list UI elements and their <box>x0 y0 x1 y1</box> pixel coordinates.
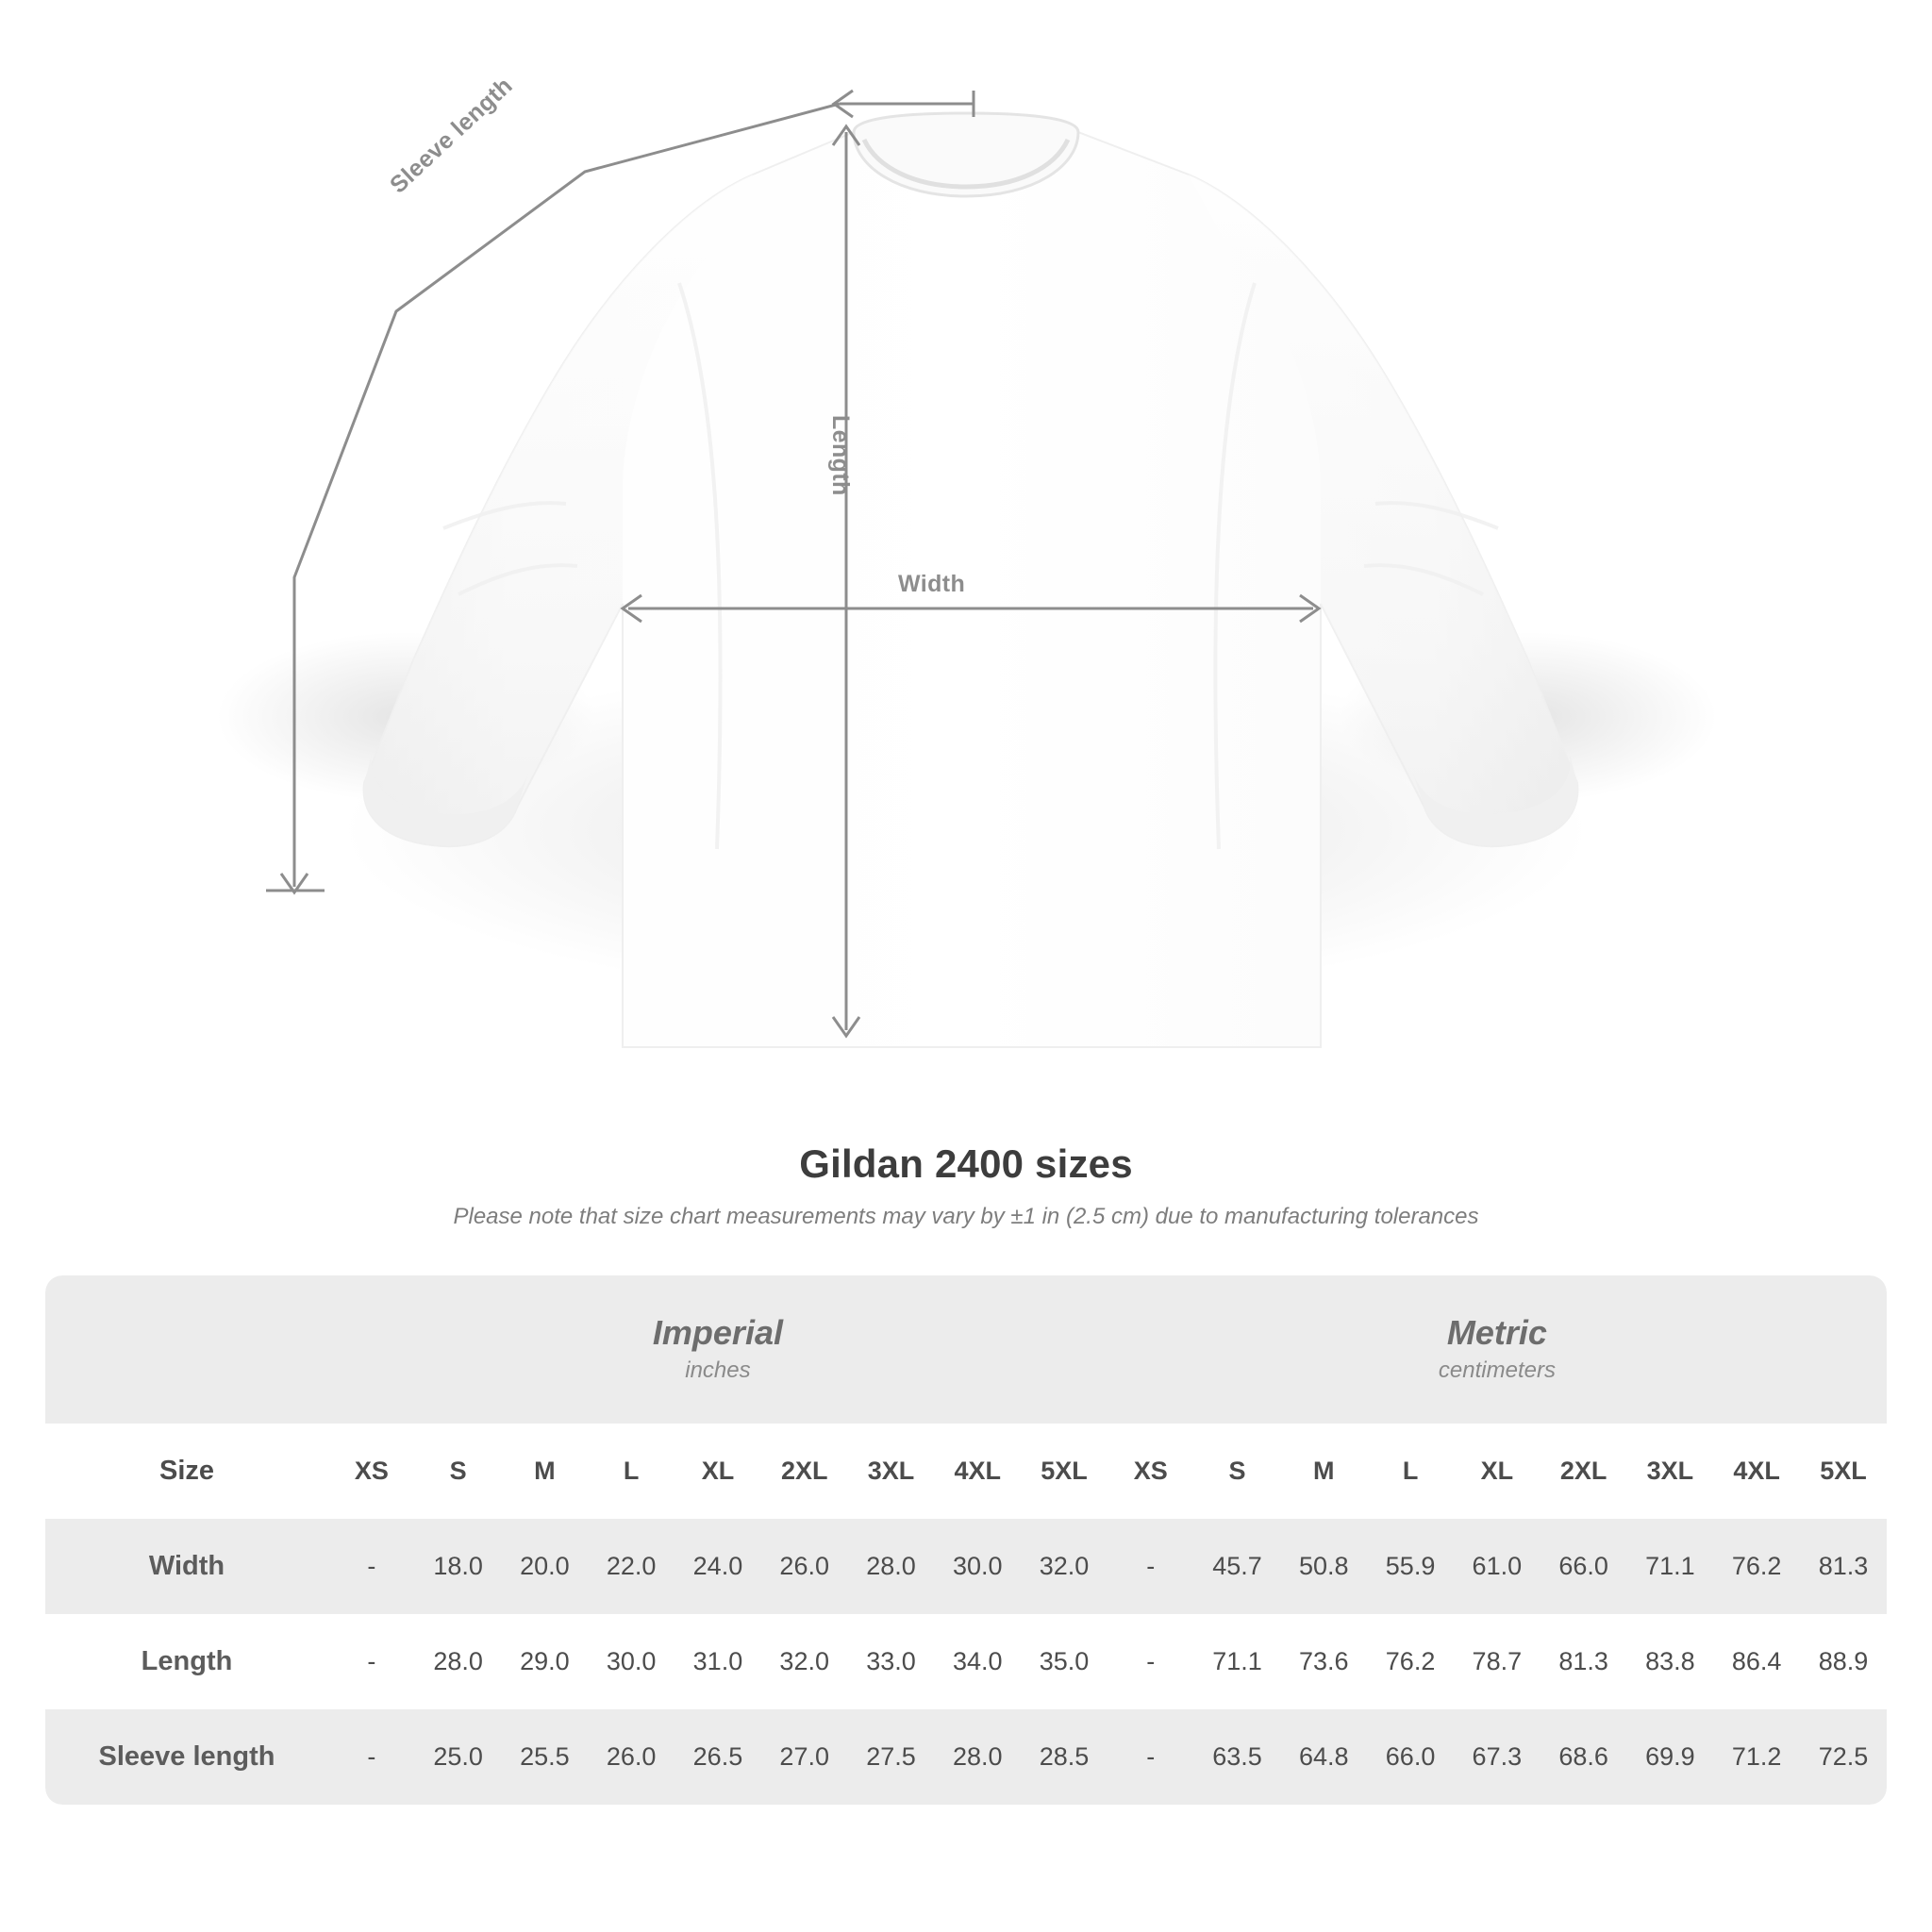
cell-length-imperial-2xl: 32.0 <box>779 1647 829 1676</box>
sleeve-length-label: Sleeve length <box>385 72 518 199</box>
cell-length-imperial-5xl: 35.0 <box>1039 1647 1090 1676</box>
unit-metric-sub: centimeters <box>1438 1357 1556 1384</box>
cell-width-metric-3xl: 71.1 <box>1626 1519 1713 1614</box>
cell-length-imperial-4xl: 34.0 <box>952 1647 1003 1676</box>
size-header-metric-xl: XL <box>1454 1424 1541 1519</box>
cell-width-imperial-s: 18.0 <box>415 1519 502 1614</box>
cell-sleeve-length-imperial-2xl: 27.0 <box>761 1709 848 1805</box>
table-row <box>45 1519 1887 1614</box>
cell-width-metric-m: 50.8 <box>1280 1519 1367 1614</box>
cell-length-metric-5xl: 88.9 <box>1818 1647 1869 1676</box>
cell-width-imperial-xl: 24.0 <box>675 1519 761 1614</box>
size-header-metric-4xl: 4XL <box>1713 1424 1800 1519</box>
size-header-imperial-xl: XL <box>675 1424 761 1519</box>
size-header-metric-2xl: 2XL <box>1541 1424 1627 1519</box>
cell-width-imperial-m: 20.0 <box>502 1519 589 1614</box>
size-header-metric-l: L <box>1367 1424 1454 1519</box>
cell-width-metric-2xl: 66.0 <box>1541 1519 1627 1614</box>
cell-length-imperial-xs: - <box>367 1647 376 1676</box>
cell-length-metric-3xl: 83.8 <box>1645 1647 1695 1676</box>
unit-imperial-sub: inches <box>685 1357 751 1384</box>
cell-width-imperial-4xl: 30.0 <box>934 1519 1021 1614</box>
table-row <box>45 1614 1887 1709</box>
size-header-imperial-l: L <box>588 1424 675 1519</box>
size-header-imperial-4xl: 4XL <box>934 1424 1021 1519</box>
cell-sleeve-length-metric-l: 66.0 <box>1367 1709 1454 1805</box>
table-row <box>45 1709 1887 1805</box>
cell-sleeve-length-metric-5xl: 72.5 <box>1800 1709 1887 1805</box>
row-label-length: Length <box>141 1646 233 1677</box>
unit-header-row <box>45 1275 1887 1424</box>
length-label: Length <box>827 415 854 496</box>
size-header-label: Size <box>45 1424 328 1519</box>
cell-width-imperial-xs: - <box>328 1519 415 1614</box>
width-label: Width <box>898 571 966 597</box>
size-table <box>45 1275 1887 1805</box>
cell-length-metric-xs: - <box>1146 1647 1156 1676</box>
size-header-metric-s: S <box>1194 1424 1281 1519</box>
cell-sleeve-length-imperial-xs: - <box>328 1709 415 1805</box>
size-header-metric-3xl: 3XL <box>1626 1424 1713 1519</box>
row-label-width: Width <box>45 1519 328 1614</box>
cell-length-metric-m: 73.6 <box>1299 1647 1349 1676</box>
cell-sleeve-length-metric-xs: - <box>1108 1709 1194 1805</box>
cell-width-imperial-2xl: 26.0 <box>761 1519 848 1614</box>
cell-width-metric-s: 45.7 <box>1194 1519 1281 1614</box>
cell-sleeve-length-metric-s: 63.5 <box>1194 1709 1281 1805</box>
cell-length-metric-2xl: 81.3 <box>1558 1647 1608 1676</box>
size-header-imperial-s: S <box>415 1424 502 1519</box>
cell-length-imperial-3xl: 33.0 <box>866 1647 916 1676</box>
cell-sleeve-length-metric-m: 64.8 <box>1280 1709 1367 1805</box>
unit-imperial <box>328 1275 1108 1424</box>
cell-sleeve-length-metric-xl: 67.3 <box>1454 1709 1541 1805</box>
cell-sleeve-length-metric-3xl: 69.9 <box>1626 1709 1713 1805</box>
cell-sleeve-length-imperial-m: 25.5 <box>502 1709 589 1805</box>
unit-metric-title: Metric <box>1446 1313 1547 1352</box>
cell-sleeve-length-metric-2xl: 68.6 <box>1541 1709 1627 1805</box>
cell-width-metric-l: 55.9 <box>1367 1519 1454 1614</box>
page-title: Gildan 2400 sizes <box>799 1141 1133 1186</box>
cell-length-metric-xl: 78.7 <box>1472 1647 1523 1676</box>
cell-width-metric-5xl: 81.3 <box>1800 1519 1887 1614</box>
size-header-metric-5xl: 5XL <box>1800 1424 1887 1519</box>
size-header-metric-xs: XS <box>1108 1424 1194 1519</box>
cell-length-metric-l: 76.2 <box>1385 1647 1436 1676</box>
cell-width-metric-4xl: 76.2 <box>1713 1519 1800 1614</box>
tolerance-note: Please note that size chart measurements may vary by ±1 in (2.5 cm) due to manufacturing tolerances <box>453 1204 1479 1229</box>
row-label-sleeve-length: Sleeve length <box>45 1709 328 1805</box>
unit-imperial-title: Imperial <box>652 1313 783 1352</box>
cell-length-imperial-l: 30.0 <box>606 1647 657 1676</box>
cell-sleeve-length-imperial-l: 26.0 <box>588 1709 675 1805</box>
unit-metric <box>1108 1275 1887 1424</box>
size-header-imperial-5xl: 5XL <box>1021 1424 1108 1519</box>
chart-caption <box>0 1141 1932 1230</box>
size-header-imperial-m: M <box>502 1424 589 1519</box>
cell-sleeve-length-metric-4xl: 71.2 <box>1713 1709 1800 1805</box>
size-header-imperial-xs: XS <box>328 1424 415 1519</box>
unit-spacer <box>45 1275 328 1424</box>
cell-sleeve-length-imperial-5xl: 28.5 <box>1021 1709 1108 1805</box>
cell-sleeve-length-imperial-4xl: 28.0 <box>934 1709 1021 1805</box>
cell-length-metric-4xl: 86.4 <box>1731 1647 1782 1676</box>
cell-sleeve-length-imperial-3xl: 27.5 <box>848 1709 935 1805</box>
cell-length-imperial-s: 28.0 <box>433 1647 483 1676</box>
cell-width-metric-xs: - <box>1108 1519 1194 1614</box>
size-table-container <box>45 1275 1887 1805</box>
cell-width-metric-xl: 61.0 <box>1454 1519 1541 1614</box>
size-header-imperial-3xl: 3XL <box>848 1424 935 1519</box>
cell-sleeve-length-imperial-s: 25.0 <box>415 1709 502 1805</box>
cell-width-imperial-5xl: 32.0 <box>1021 1519 1108 1614</box>
cell-length-imperial-m: 29.0 <box>520 1647 570 1676</box>
cell-width-imperial-3xl: 28.0 <box>848 1519 935 1614</box>
size-header-metric-m: M <box>1280 1424 1367 1519</box>
size-header-row <box>45 1424 1887 1519</box>
cell-length-imperial-xl: 31.0 <box>692 1647 743 1676</box>
cell-width-imperial-l: 22.0 <box>588 1519 675 1614</box>
cell-length-metric-s: 71.1 <box>1212 1647 1262 1676</box>
size-header-imperial-2xl: 2XL <box>761 1424 848 1519</box>
cell-sleeve-length-imperial-xl: 26.5 <box>675 1709 761 1805</box>
